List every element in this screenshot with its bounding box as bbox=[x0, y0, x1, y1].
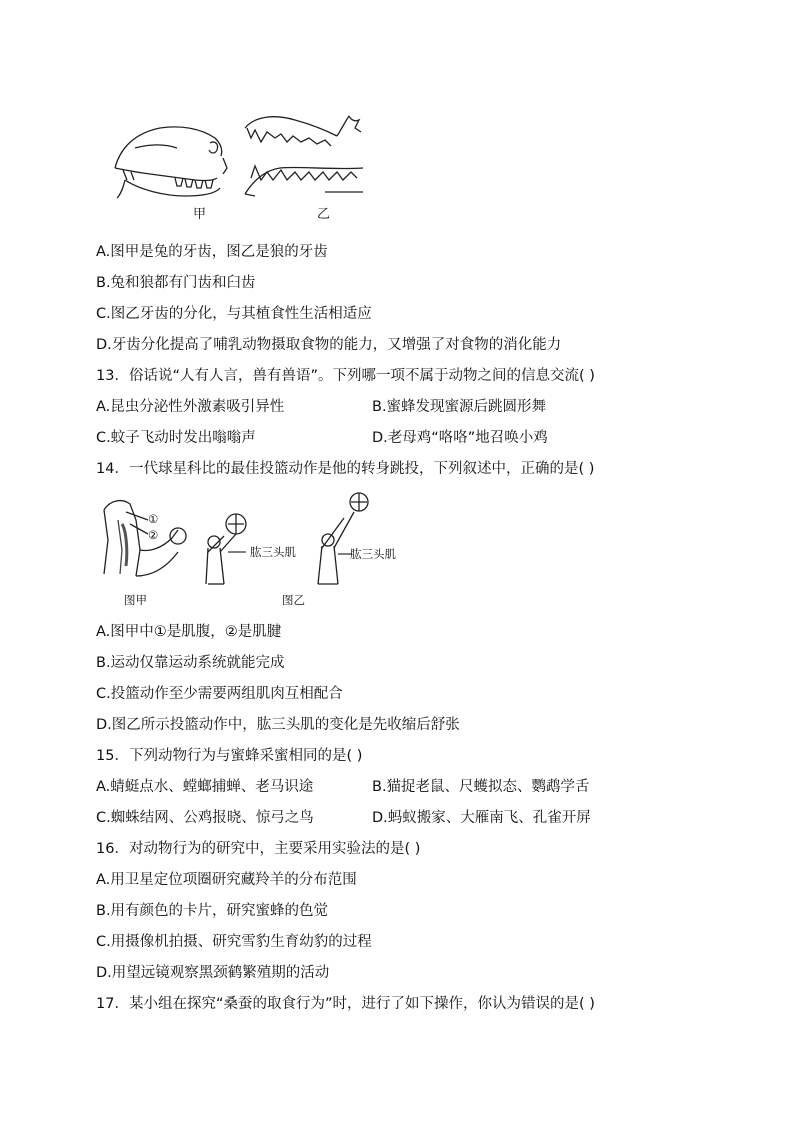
rabbit-skull bbox=[115, 127, 227, 198]
q16-option-c: C.用摄像机拍摄、研究雪豹生育幼豹的过程 bbox=[96, 934, 372, 950]
q16-option-a: A.用卫星定位项圈研究藏羚羊的分布范围 bbox=[96, 872, 357, 888]
skull-figure bbox=[105, 108, 370, 223]
figure-label-jia: 图甲 bbox=[124, 593, 147, 607]
q14-option-d: D.图乙所示投篮动作中，肱三头肌的变化是先收缩后舒张 bbox=[96, 717, 460, 733]
q16-option-b: B.用有颜色的卡片，研究蜜蜂的色觉 bbox=[96, 903, 329, 919]
q16-stem: 16．对动物行为的研究中，主要采用实验法的是( ) bbox=[96, 841, 421, 857]
q14-option-b: B.运动仅靠运动系统就能完成 bbox=[96, 655, 285, 671]
arm-label-2: ② bbox=[148, 528, 159, 542]
q15-option-c: C.蜘蛛结网、公鸡报晓、惊弓之鸟 bbox=[96, 810, 314, 826]
arm-label-1: ① bbox=[148, 512, 159, 526]
q13-option-b: B.蜜蜂发现蜜源后跳圆形舞 bbox=[372, 399, 547, 415]
q15-option-a: A.蜻蜓点水、螳螂捕蝉、老马识途 bbox=[96, 779, 314, 795]
q13-option-d: D.老母鸡“咯咯”地召唤小鸡 bbox=[372, 430, 548, 446]
q15-stem: 15．下列动物行为与蜜蜂采蜜相同的是( ) bbox=[96, 748, 363, 764]
q16-option-d: D.用望远镜观察黑颈鹤繁殖期的活动 bbox=[96, 965, 330, 981]
basketball-players bbox=[206, 493, 368, 584]
skull-drawings bbox=[105, 108, 370, 200]
triceps-label-1: 肱三头肌 bbox=[250, 545, 296, 559]
q14-option-c: C.投篮动作至少需要两组肌肉互相配合 bbox=[96, 686, 343, 702]
q15-option-d: D.蚂蚁搬家、大雁南飞、孔雀开屏 bbox=[372, 810, 591, 826]
q12-option-c: C.图乙牙齿的分化，与其植食性生活相适应 bbox=[96, 306, 372, 322]
q14-stem: 14．一代球星科比的最佳投篮动作是他的转身跳投，下列叙述中，正确的是( ) bbox=[96, 461, 595, 477]
q12-option-d: D.牙齿分化提高了哺乳动物摄取食物的能力，又增强了对食物的消化能力 bbox=[96, 337, 562, 353]
figure-label-yi: 图乙 bbox=[282, 593, 305, 607]
figure-label-a: 甲 bbox=[193, 207, 207, 222]
q12-option-b: B.兔和狼都有门齿和臼齿 bbox=[96, 275, 256, 291]
q13-option-c: C.蚊子飞动时发出嗡嗡声 bbox=[96, 430, 256, 446]
q17-stem: 17．某小组在探究“桑蚕的取食行为”时，进行了如下操作，你认为错误的是( ) bbox=[96, 996, 595, 1012]
q13-stem: 13．俗话说“人有人言，兽有兽语”。下列哪一项不属于动物之间的信息交流( ) bbox=[96, 368, 595, 384]
arm-drawings bbox=[96, 490, 396, 590]
q14-option-a: A.图甲中①是肌腹，②是肌腱 bbox=[96, 624, 282, 640]
figure-label-b: 乙 bbox=[317, 207, 331, 222]
q15-option-b: B.猫捉老鼠、尺蠖拟态、鹦鹉学舌 bbox=[372, 779, 590, 795]
triceps-label-2: 肱三头肌 bbox=[350, 547, 396, 561]
q13-option-a: A.昆虫分泌性外激素吸引异性 bbox=[96, 399, 285, 415]
wolf-jaws bbox=[245, 116, 363, 196]
arm-muscle-figure bbox=[96, 490, 396, 612]
arm-bones-figure bbox=[104, 501, 186, 576]
q12-option-a: A.图甲是兔的牙齿，图乙是狼的牙齿 bbox=[96, 244, 328, 260]
